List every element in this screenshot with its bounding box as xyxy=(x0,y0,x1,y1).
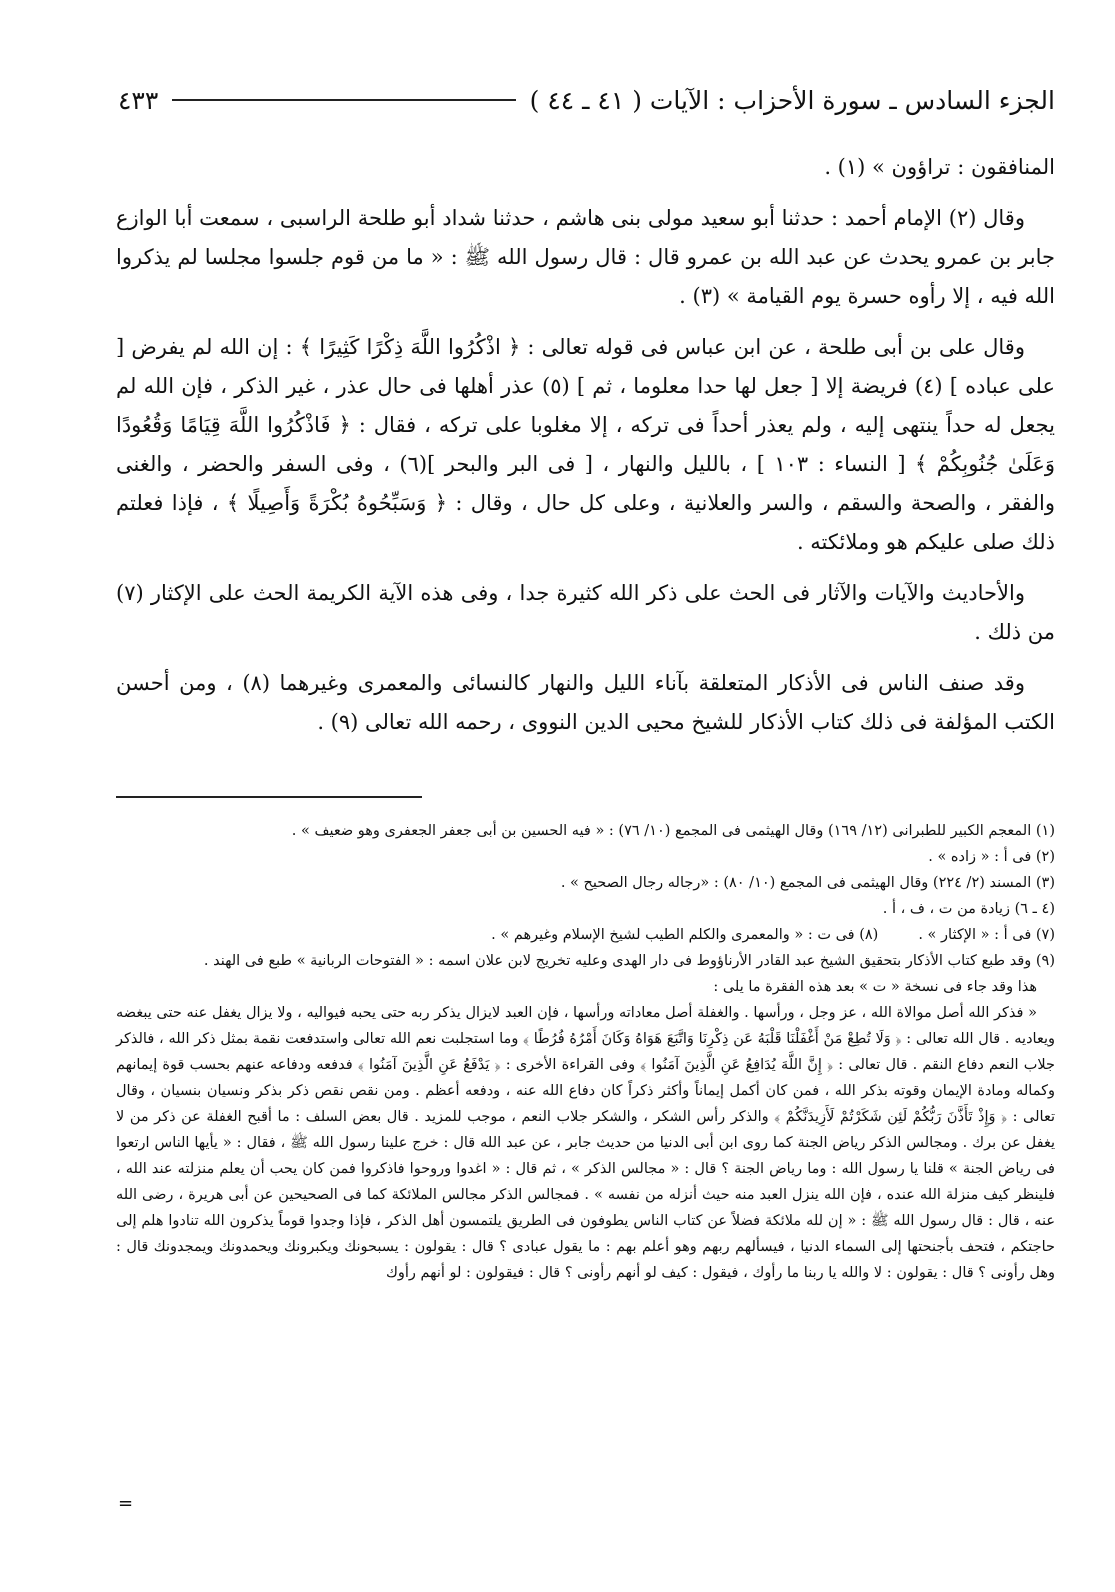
paragraph: المنافقون : تراؤون » (١) . xyxy=(824,155,1055,179)
paragraph: وقال على بن أبى طلحة ، عن ابن عباس فى قوله تعالى : ﴿ اذْكُرُوا اللَّهَ ذِكْرًا كَثِيرًا ﴾ : إن الله لم يفرض [ على عباده ] (٤) فريضة إلا [ جعل لها حدا معلوما ، ثم ] (٥) عذر أهلها فى حال عذر ، غير الذكر ، فإن الله لم يجعل له حداً ينتهى إليه ، ولم يعذر أحداً فى تركه ، إلا مغلوبا على تركه ، فقال : ﴿ فَاذْكُرُوا اللَّهَ قِيَامًا وَقُعُودًا وَعَلَىٰ جُنُوبِكُمْ ﴾ [ النساء : ١٠٣ ] ، بالليل والنهار ، [ فى البر والبحر ](٦) ، وفى السفر والحضر ، والغنى والفقر ، والصحة والسقم ، والسر والعلانية ، وعلى كل حال ، وقال : ﴿ وَسَبِّحُوهُ بُكْرَةً وَأَصِيلًا ﴾ ، فإذا فعلتم ذلك صلى عليكم هو وملائكته . xyxy=(116,335,1056,554)
footnote: (٣) المسند (٢/ ٢٢٤) وقال الهيثمى فى المجمع (١٠/ ٨٠) : «رجاله رجال الصحيح » . xyxy=(560,875,1055,891)
paragraph: وقد صنف الناس فى الأذكار المتعلقة بآناء الليل والنهار كالنسائى والمعمرى وغيرهما (٨) ، ومن أحسن الكتب المؤلفة فى ذلك كتاب الأذكار للشيخ محيى الدين النووى ، رحمه الله تعالى (٩) . xyxy=(116,671,1055,734)
header-title: الجزء السادس ـ سورة الأحزاب : الآيات ( ٤١ ـ ٤٤ ) xyxy=(529,85,1055,115)
footnote: (٨) فى ت : « والمعمرى والكلم الطيب لشيخ الإسلام وغيرهم » . xyxy=(491,927,879,943)
continuation-mark: = xyxy=(118,1493,134,1514)
footnote: (٤ ـ ٦) زيادة من ت ، ف ، أ . xyxy=(882,901,1055,917)
footnote-separator xyxy=(116,796,422,798)
page-number: ٤٣٣ xyxy=(118,85,159,115)
header-rule xyxy=(172,99,515,101)
footnote: (٩) وقد طبع كتاب الأذكار بتحقيق الشيخ عبد القادر الأرناؤوط فى دار الهدى وعليه تخريج لابن علان اسمه : « الفتوحات الربانية » طبع فى الهند . xyxy=(203,953,1055,969)
paragraph: وقال (٢) الإمام أحمد : حدثنا أبو سعيد مولى بنى هاشم ، حدثنا شداد أبو طلحة الراسبى ، سمعت أبا الوازع جابر بن عمرو يحدث عن عبد الله بن عمرو قال : قال رسول الله ﷺ : « ما من قوم جلسوا مجلسا لم يذكروا الله فيه ، إلا رأوه حسرة يوم القيامة » (٣) . xyxy=(116,206,1055,308)
footnotes xyxy=(116,818,1055,1286)
footnote: (٢) فى أ : « زاده » . xyxy=(928,849,1055,865)
footnote: (٧) فى أ : « الإكثار » . xyxy=(918,927,1055,943)
running-header xyxy=(118,78,1055,122)
footnote: (١) المعجم الكبير للطبرانى (١٢/ ١٦٩) وقال الهيثمى فى المجمع (١٠/ ٧٦) : « فيه الحسين بن أبى جعفر الجعفرى وهو ضعيف » . xyxy=(291,823,1055,839)
footnote-row xyxy=(116,922,1055,948)
footnote-commentary: « فذكر الله أصل موالاة الله ، عز وجل ، ورأسها . والغفلة أصل معاداته ورأسها ، فإن العبد لايزال يذكر ربه حتى يحبه فيواليه ، ولا يزال يغفل عنه حتى يبغضه ويعاديه . قال الله تعالى : ﴿ وَلَا تُطِعْ مَنْ أَغْفَلْنَا قَلْبَهُ عَن ذِكْرِنَا وَاتَّبَعَ هَوَاهُ وَكَانَ أَمْرُهُ فُرُطًا ﴾ وما استجلبت نعم الله تعالى واستدفعت نقمة بمثل ذكر الله ، فالذكر جلاب النعم دفاع النقم . قال تعالى : ﴿ إِنَّ اللَّهَ يُدَافِعُ عَنِ الَّذِينَ آمَنُوا ﴾ وفى القراءة الأخرى : ﴿ يَدْفَعُ عَنِ الَّذِينَ آمَنُوا ﴾ فدفعه ودفاعه عنهم بحسب قوة إيمانهم وكماله ومادة الإيمان وقوته بذكر الله ، فمن كان أكمل إيماناً وأكثر ذكراً كان دفاع الله عنه ، ودفعه أعظم . ومن نقص نقص ذكر بذكر ونسيان بنسيان ، وقال تعالى : ﴿ وَإِذْ تَأَذَّنَ رَبُّكُمْ لَئِن شَكَرْتُمْ لَأَزِيدَنَّكُمْ ﴾ والذكر رأس الشكر ، والشكر جلاب النعم ، موجب للمزيد . قال بعض السلف : ما أقبح الغفلة عن ذكر من لا يغفل عن برك . ومجالس الذكر رياض الجنة كما روى ابن أبى الدنيا من حديث جابر ، عن عبد الله قال : خرج علينا رسول الله ﷺ ، فقال : « يأيها الناس ارتعوا فى رياض الجنة » قلنا يا رسول الله : وما رياض الجنة ؟ قال : « مجالس الذكر » ، ثم قال : « اغدوا وروحوا فاذكروا فمن كان يحب أن يعلم منزلته عند الله ، فلينظر كيف منزلة الله عنده ، فإن الله ينزل العبد منه حيث أنزله من نفسه » . فمجالس الذكر مجالس الملائكة كما فى الصحيحين عن أبى هريرة ، رضى الله عنه ، قال : قال رسول الله ﷺ : « إن لله ملائكة فضلاً عن كتاب الناس يطوفون فى الطريق يلتمسون أهل الذكر ، فإذا وجدوا قوماً يذكرون الله تنادوا هلم إلى حاجتكم ، فتحف بأجنحتها إلى السماء الدنيا ، فيسألهم ربهم وهو أعلم بهم : ما يقول عبادى ؟ قال : يقولون : يسبحونك ويكبرونك ويحمدونك ويمجدونك قال : وهل رأونى ؟ قال : يقولون : لا والله يا ربنا ما رأوك ، فيقول : كيف لو أنهم رأونى ؟ قال : فيقولون : لو أنهم رأوك xyxy=(116,1005,1055,1281)
footnote-commentary: هذا وقد جاء فى نسخة « ت » بعد هذه الفقرة ما يلى : xyxy=(713,979,1037,995)
main-text xyxy=(116,148,1055,754)
paragraph: والأحاديث والآيات والآثار فى الحث على ذكر الله كثيرة جدا ، وفى هذه الآية الكريمة الحث على الإكثار (٧) من ذلك . xyxy=(116,581,1055,644)
